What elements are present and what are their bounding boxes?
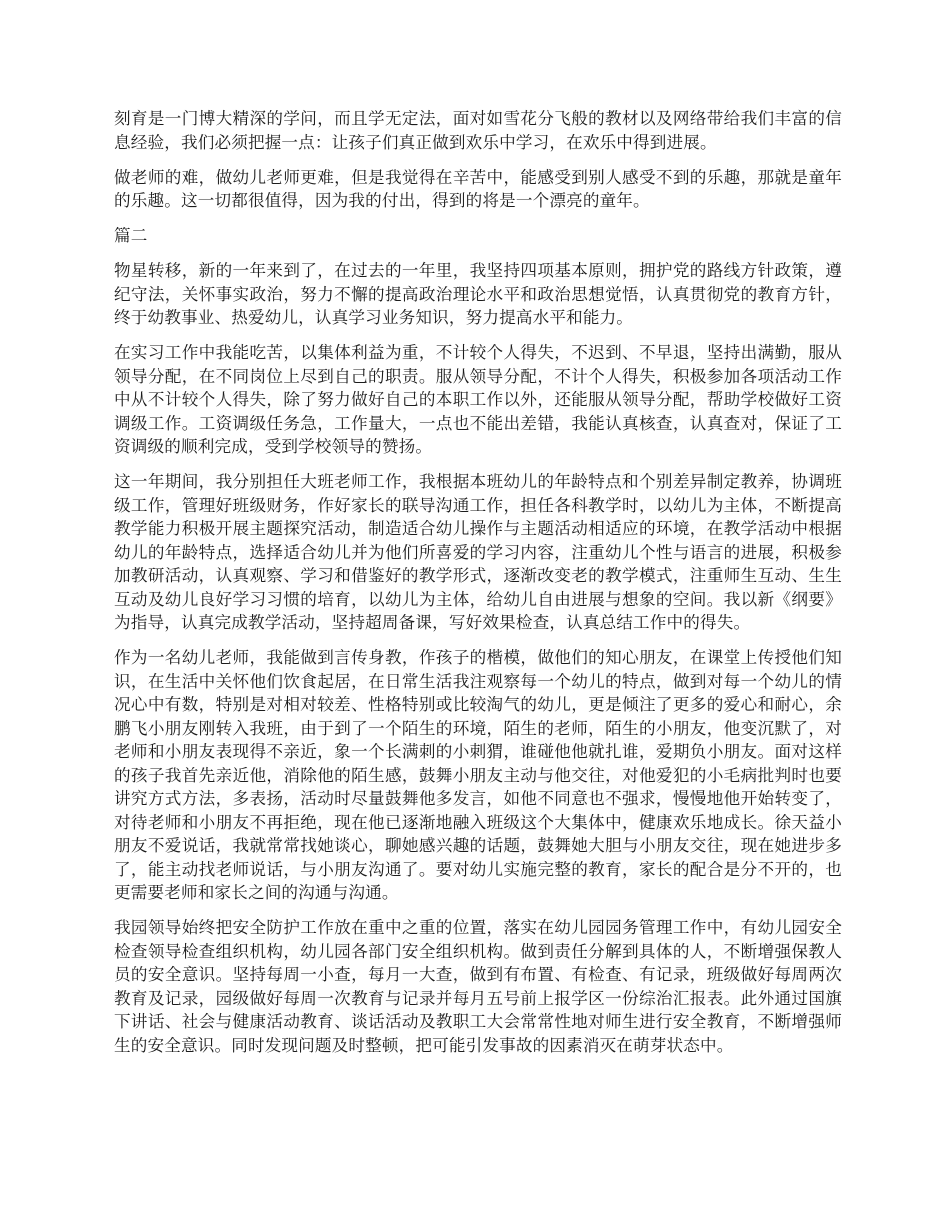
paragraph-7: 我园领导始终把安全防护工作放在重中之重的位置，落实在幼儿园园务管理工作中，有幼儿园安全检查领导检查组织机构，幼儿园各部门安全组织机构。做到责任分解到具体的人，不断增强保教人员的安全意识。坚持每周一小查，每月一大查，做到有布置、有检查、有记录，班级做好每周两次教育及记录，园级做好每周一次教育与记录并每月五号前上报学区一份综治汇报表。此外通过国旗下讲话、社会与健康活动教育、谈话活动及教职工大会常常性地对师生进行安全教育，不断增强师生的安全意识。同时发现问题及时整顿，把可能引发事故的因素消灭在萌芽状态中。 xyxy=(114,918,842,1055)
paragraph-6: 作为一名幼儿老师，我能做到言传身教，作孩子的楷模，做他们的知心朋友，在课堂上传授他们知识，在生活中关怀他们饮食起居，在日常生活我注观察每一个幼儿的特点，做到对每一个幼儿的情况心中有数，特别是对相对较差、性格特别或比较淘气的幼儿，更是倾注了更多的爱心和耐心，余鹏飞小朋友刚转入我班，由于到了一个陌生的环境，陌生的老师，陌生的小朋友，他变沉默了，对老师和小朋友表现得不亲近，象一个长满刺的小刺猬，谁碰他他就扎谁，爱期负小朋友。面对这样的孩子我首先亲近他，消除他的陌生感，鼓舞小朋友主动与他交往，对他爱犯的小毛病批判时也要讲究方式方法，多表扬，活动时尽量鼓舞他多发言，如他不同意也不强求，慢慢地他开始转变了，对待老师和小朋友不再拒绝，现在他已逐渐地融入班级这个大集体中，健康欢乐地成长。徐天益小朋友不爱说话，我就常常找她谈心，聊她感兴趣的话题，鼓舞她大胆与小朋友交往，现在她进步多了，能主动找老师说话，与小朋友沟通了。要对幼儿实施完整的教育，家长的配合是分不开的，也更需要老师和家长之间的沟通与沟通。 xyxy=(114,648,842,902)
paragraph-5: 这一年期间，我分别担任大班老师工作，我根据本班幼儿的年龄特点和个别差异制定教养，协调班级工作，管理好班级财务，作好家长的联导沟通工作，担任各科教学时，以幼儿为主体，不断提高教学能力积极开展主题探究活动，制造适合幼儿操作与主题活动相适应的环境，在教学活动中根据幼儿的年龄特点，选择适合幼儿并为他们所喜爱的学习内容，注重幼儿个性与语言的进展，积极参加教研活动，认真观察、学习和借鉴好的教学形式，逐渐改变老的教学模式，注重师生互动、生生互动及幼儿良好学习习惯的培育，以幼儿为主体，给幼儿自由进展与想象的空间。我以新《纲要》为指导，认真完成教学活动，坚持超周备课，写好效果检查，认真总结工作中的得失。 xyxy=(114,472,842,632)
document-page xyxy=(114,107,842,1069)
paragraph-3: 物星转移，新的一年来到了，在过去的一年里，我坚持四项基本原则，拥护党的路线方针政策，遵纪守法，关怀事实政治，努力不懈的提高政治理论水平和政治思想觉悟，认真贯彻党的教育方针，终于幼教事业、热爱幼儿，认真学习业务知识，努力提高水平和能力。 xyxy=(114,261,842,327)
paragraph-4: 在实习工作中我能吃苦，以集体利益为重，不计较个人得失，不迟到、不早退，坚持出满勤，服从领导分配，在不同岗位上尽到自己的职责。服从领导分配，不计个人得失，积极参加各项活动工作中从不计较个人得失，除了努力做好自己的本职工作以外，还能服从领导分配，帮助学校做好工资调级工作。工资调级任务急，工作量大，一点也不能出差错，我能认真核查，认真查对，保证了工资调级的顺利完成，受到学校领导的赞扬。 xyxy=(114,343,842,456)
section-heading: 篇二 xyxy=(114,226,148,245)
paragraph-1: 刻育是一门博大精深的学问，而且学无定法，面对如雪花分飞般的教材以及网络带给我们丰富的信息经验，我们必须把握一点：让孩子们真正做到欢乐中学习，在欢乐中得到进展。 xyxy=(114,109,842,152)
paragraph-2: 做老师的难，做幼儿老师更难，但是我觉得在辛苦中，能感受到别人感受不到的乐趣，那就是童年的乐趣。这一切都很值得，因为我的付出，得到的将是一个漂亮的童年。 xyxy=(114,167,842,210)
